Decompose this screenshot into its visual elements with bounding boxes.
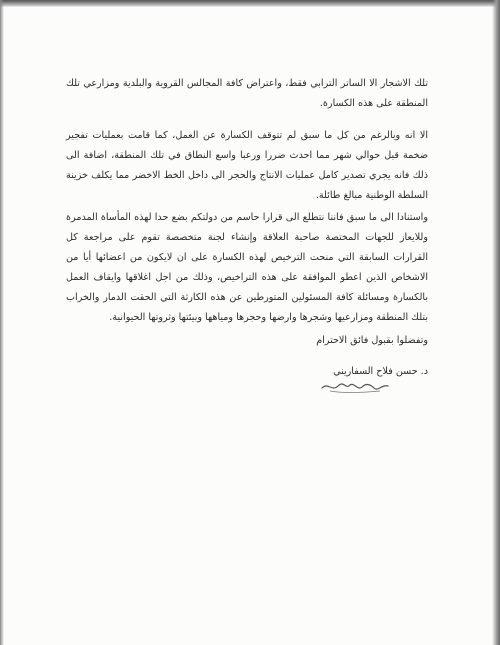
- paragraph-1: تلك الاشجار الا الساتر الترابي فقط، واعتراض كافة المجالس القروية والبلدية ومزارعي تلك المنطقة على هذه الكسارة.: [66, 78, 428, 109]
- scan-right-edge: [492, 0, 500, 645]
- signer-name: د. حسن فلاح السفاريني: [333, 366, 428, 377]
- scan-top-edge: [0, 0, 500, 7]
- paragraph-3: واستنادا الى ما سبق فاننا نتطلع الى قرارا حاسم من دولتكم بضع حدا لهذه المأساة المدمرة وللايعاز للجهات المختصة صاحبة العلاقة وإنشاء لجنة متخصصة تقوم على مراجعة كل القرارات السابقة التي منحت الترخيص لهذه الكسارة على ان لايكون من اعضائها أيا من الاشخاص الذين اعطو الموافقة على هذه التراخيص، وذلك من اجل اغلاقها وايقاف العمل بالكسارة ومسائلة كافة المسئولين المتورطين عن هذه الكارثة التي الحقت الدمار والخراب بتلك المنطقة ومزارعيها وشجرها وارضها وحجرها ومياهها وبيئتها وثروتها الحيوانية.: [66, 212, 428, 323]
- paragraph-2: الا انه وبالرغم من كل ما سبق لم تتوقف الكسارة عن العمل، كما قامت بعمليات تفجير ضخمة قبل حوالي شهر مما احدث ضررا ورعبا واسع النطاق في تلك المنطقة، اضافة الى ذلك فانه يجري تصدير كامل عمليات الانتاج والحجر الى داخل الخط الاخضر مما يكلف خزينة السلطة الوطنية مبالغ طائلة.: [66, 130, 428, 201]
- scan-left-edge: [0, 0, 4, 645]
- handwritten-signature: [320, 376, 390, 398]
- closing-line: وتفضلوا بقبول فائق الاحترام: [316, 335, 428, 346]
